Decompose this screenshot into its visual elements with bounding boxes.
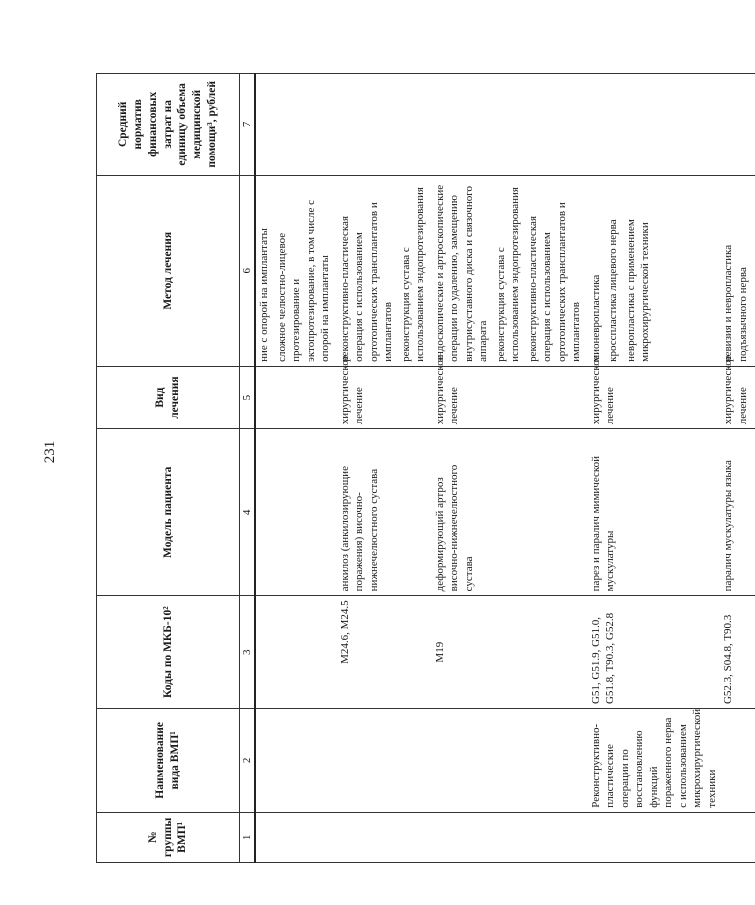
patient-model-cell: парез и паралич мимической мускулатуры: [588, 429, 721, 596]
patient-model-cell: анкилоз (анкилозирующие поражения) височно-нижнечелюстного сустава: [337, 429, 432, 596]
column-number-row: [240, 74, 256, 863]
method-cell: [255, 175, 337, 366]
column-number: 3: [240, 596, 256, 709]
header-patient-model: Модель пациента: [97, 429, 240, 596]
method-item: реконструктивно-пластическая операция с использованием ортотопических трансплантатов и имплантатов: [526, 202, 583, 362]
column-number: 6: [240, 175, 256, 366]
method-item: кросспластика лицевого нерва: [607, 219, 620, 362]
vmp-table: [96, 73, 755, 863]
icd-codes-cell: M24.6, M24.5: [337, 596, 432, 709]
method-cell: [588, 175, 721, 366]
page-number: 231: [42, 440, 58, 464]
header-treatment-method: Метод лечения: [97, 175, 240, 366]
header-row: [97, 74, 240, 863]
column-number: 1: [240, 812, 256, 862]
vmp-name-cell: Реконструктивно-пластические операции по восстановлению функций пораженного нерва с использованием микрохирургической техники: [588, 709, 721, 813]
patient-model-cell: паралич мускулатуры языка: [720, 429, 754, 596]
header-cost-norm: Средний норматив финансовых затрат на единицу объема медицинской помощи³, рублей: [97, 74, 240, 176]
method-cell: [432, 175, 588, 366]
header-icd-codes: Коды по МКБ-10²: [97, 596, 240, 709]
treatment-type-cell: хирургическое лечение: [720, 366, 754, 428]
column-number: 2: [240, 709, 256, 813]
icd-codes-cell: G52.3, S04.8, T90.3: [720, 596, 754, 709]
method-item: реконструкция сустава с использованием эндопротезирования: [399, 187, 427, 362]
column-number: 5: [240, 366, 256, 428]
table-row: [432, 74, 588, 863]
method-item: реконструкция сустава с использованием эндопротезирования: [494, 187, 522, 362]
column-number: 7: [240, 74, 256, 176]
method-item: ревизия и невропластика подъязычного нерва: [722, 244, 749, 362]
method-item: мионевропластика: [589, 274, 602, 362]
rotated-table-sheet: [96, 73, 749, 863]
header-treatment-type: Вид лечения: [97, 366, 240, 428]
method-item: сложное челюстно-лицевое протезирование и эктопротезирование, в том числе с опорой на имплантаты: [275, 200, 332, 362]
header-vmp-name: Наименование вида ВМП¹: [97, 709, 240, 813]
treatment-type-cell: хирургическое лечение: [337, 366, 432, 428]
treatment-type-cell: хирургическое лечение: [432, 366, 588, 428]
icd-codes-cell: G51, G51.9, G51.0, G51.8, T90.3, G52.8: [588, 596, 721, 709]
table-row: [720, 74, 754, 863]
column-number: 4: [240, 429, 256, 596]
method-item: реконструктивно-пластическая операция с использованием ортотопических трансплантатов и имплантатов: [338, 202, 395, 362]
table-row: [255, 74, 337, 863]
patient-model-cell: деформирующий артроз височно-нижнечелюстного сустава: [432, 429, 588, 596]
treatment-type-cell: хирургическое лечение: [588, 366, 721, 428]
method-item: невропластика с применением микрохирургической техники: [624, 219, 652, 362]
table-row: [588, 74, 721, 863]
method-cell: [337, 175, 432, 366]
icd-codes-cell: M19: [432, 596, 588, 709]
method-cell: [720, 175, 754, 366]
method-item: эндоскопические и артроскопические операции по удалению, замещению внутрисуставного диска и связочного аппарата: [433, 184, 490, 362]
header-group-number: № группы ВМП¹: [97, 812, 240, 862]
continuation-text: ние с опорой на имплантаты: [258, 228, 270, 362]
table-row: [337, 74, 432, 863]
